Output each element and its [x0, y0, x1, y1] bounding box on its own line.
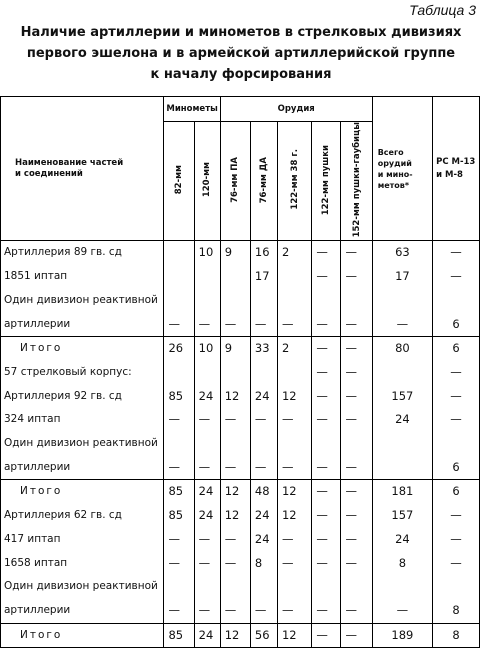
cell-total: [372, 456, 432, 480]
cell-76mm-pa: —: [220, 599, 250, 623]
cell-122mm-guns: —: [312, 599, 341, 623]
cell-152mm-howitzers: —: [341, 528, 372, 552]
table-row-total: [1, 337, 480, 361]
cell-122mm-guns: [312, 575, 341, 599]
cell-76mm-pa: —: [220, 528, 250, 552]
header-total-line-2: орудий: [377, 158, 412, 168]
cell-76mm-da: 8: [250, 552, 277, 576]
cell-total: 63: [372, 241, 432, 265]
cell-total: 24: [372, 408, 432, 432]
header-row-top: [1, 97, 480, 122]
cell-unit-name: Итого: [1, 337, 164, 361]
header-col-152mm-howitzers: 152-мм пушки-гаубицы: [341, 122, 372, 241]
cell-rs: —: [433, 552, 480, 576]
cell-152mm-howitzers: [341, 575, 372, 599]
cell-122mm-38: —: [277, 528, 311, 552]
cell-unit-name: 1658 иптап: [1, 552, 164, 576]
cell-76mm-da: —: [250, 599, 277, 623]
cell-76mm-da: [250, 575, 277, 599]
cell-76mm-pa: —: [220, 456, 250, 480]
cell-rs: —: [433, 265, 480, 289]
cell-total: 157: [372, 385, 432, 409]
header-col-122mm-38: 122-мм 38 г.: [277, 122, 311, 241]
cell-120mm: 24: [194, 623, 220, 648]
cell-122mm-guns: [312, 289, 341, 313]
cell-76mm-da: 16: [250, 241, 277, 265]
cell-76mm-da: 24: [250, 385, 277, 409]
table-title: [0, 22, 482, 85]
header-col-76mm-pa: 76-мм ПА: [220, 122, 250, 241]
header-rs-cell: [433, 97, 480, 241]
cell-152mm-howitzers: —: [341, 623, 372, 648]
cell-82mm: [164, 361, 194, 385]
cell-76mm-da: —: [250, 313, 277, 337]
cell-82mm: —: [164, 456, 194, 480]
cell-122mm-38: 12: [277, 623, 311, 648]
cell-total: [372, 289, 432, 313]
cell-120mm: —: [194, 528, 220, 552]
cell-unit-name: Один дивизион реактивной: [1, 432, 164, 456]
table-row: [1, 552, 480, 576]
header-col-120mm: 120-мм: [194, 122, 220, 241]
table-row: [1, 575, 480, 599]
header-rs-line-1: РС М-13: [436, 156, 476, 167]
cell-total: 181: [372, 480, 432, 504]
cell-76mm-da: 24: [250, 528, 277, 552]
cell-76mm-pa: —: [220, 408, 250, 432]
cell-rs: —: [433, 408, 480, 432]
cell-unit-name: Артиллерия 92 гв. сд: [1, 385, 164, 409]
table-body: [1, 241, 480, 648]
cell-82mm: [164, 432, 194, 456]
cell-rs: 6: [433, 313, 480, 337]
cell-76mm-pa: [220, 289, 250, 313]
cell-total: [372, 432, 432, 456]
cell-rs: [433, 289, 480, 313]
table-row: [1, 361, 480, 385]
cell-122mm-38: [277, 265, 311, 289]
header-total-line-3: и мино-: [377, 169, 413, 179]
cell-unit-name: 417 иптап: [1, 528, 164, 552]
table-row: [1, 528, 480, 552]
table-row: [1, 265, 480, 289]
cell-122mm-38: —: [277, 456, 311, 480]
cell-82mm: [164, 575, 194, 599]
cell-rs: —: [433, 385, 480, 409]
cell-76mm-da: 17: [250, 265, 277, 289]
cell-152mm-howitzers: —: [341, 337, 372, 361]
cell-120mm: —: [194, 552, 220, 576]
cell-total: 80: [372, 337, 432, 361]
cell-120mm: —: [194, 408, 220, 432]
title-line-3: к началу форсирования: [150, 67, 332, 82]
cell-total: [372, 361, 432, 385]
cell-152mm-howitzers: —: [341, 265, 372, 289]
cell-152mm-howitzers: —: [341, 480, 372, 504]
cell-rs: —: [433, 528, 480, 552]
cell-rs: 6: [433, 337, 480, 361]
cell-120mm: —: [194, 456, 220, 480]
cell-122mm-guns: —: [312, 313, 341, 337]
cell-82mm: 26: [164, 337, 194, 361]
cell-122mm-guns: —: [312, 337, 341, 361]
table-row: [1, 241, 480, 265]
cell-total: —: [372, 599, 432, 623]
cell-82mm: [164, 241, 194, 265]
cell-rs: 8: [433, 623, 480, 648]
artillery-table: [0, 96, 480, 648]
cell-122mm-guns: —: [312, 265, 341, 289]
cell-152mm-howitzers: —: [341, 599, 372, 623]
cell-152mm-howitzers: —: [341, 241, 372, 265]
cell-120mm: 10: [194, 337, 220, 361]
table-row: [1, 385, 480, 409]
cell-122mm-guns: —: [312, 504, 341, 528]
title-line-2: первого эшелона и в армейской артиллерийской группе: [26, 46, 456, 61]
cell-76mm-pa: 12: [220, 385, 250, 409]
cell-rs: [433, 432, 480, 456]
cell-120mm: —: [194, 313, 220, 337]
header-total-line-4: метов*: [377, 180, 410, 190]
cell-unit-name: 57 стрелковый корпус:: [1, 361, 164, 385]
cell-122mm-38: [277, 432, 311, 456]
cell-120mm: 24: [194, 504, 220, 528]
cell-120mm: 24: [194, 385, 220, 409]
cell-82mm: 85: [164, 623, 194, 648]
cell-76mm-da: [250, 289, 277, 313]
cell-122mm-guns: —: [312, 241, 341, 265]
cell-76mm-pa: —: [220, 313, 250, 337]
cell-82mm: 85: [164, 504, 194, 528]
cell-rs: [433, 575, 480, 599]
cell-82mm: —: [164, 552, 194, 576]
cell-82mm: [164, 289, 194, 313]
cell-76mm-da: —: [250, 408, 277, 432]
cell-122mm-guns: —: [312, 408, 341, 432]
cell-unit-name: Один дивизион реактивной: [1, 575, 164, 599]
table-row: [1, 313, 480, 337]
cell-rs: 6: [433, 456, 480, 480]
cell-152mm-howitzers: [341, 289, 372, 313]
cell-120mm: [194, 575, 220, 599]
cell-120mm: [194, 361, 220, 385]
cell-total: 189: [372, 623, 432, 648]
header-name-cell: [1, 97, 164, 241]
cell-82mm: —: [164, 313, 194, 337]
cell-76mm-pa: 9: [220, 241, 250, 265]
cell-120mm: 10: [194, 241, 220, 265]
table-row: [1, 504, 480, 528]
cell-76mm-da: 48: [250, 480, 277, 504]
cell-76mm-pa: —: [220, 552, 250, 576]
cell-82mm: —: [164, 599, 194, 623]
cell-unit-name: 1851 иптап: [1, 265, 164, 289]
cell-76mm-da: [250, 361, 277, 385]
cell-rs: —: [433, 241, 480, 265]
cell-122mm-38: 2: [277, 337, 311, 361]
header-name-line-1: Наименование частей: [15, 157, 124, 168]
cell-152mm-howitzers: —: [341, 552, 372, 576]
cell-120mm: 24: [194, 480, 220, 504]
cell-152mm-howitzers: —: [341, 504, 372, 528]
cell-122mm-38: 2: [277, 241, 311, 265]
cell-unit-name: артиллерии: [1, 313, 164, 337]
cell-122mm-guns: —: [312, 361, 341, 385]
cell-total: —: [372, 313, 432, 337]
cell-120mm: [194, 289, 220, 313]
cell-rs: —: [433, 361, 480, 385]
cell-122mm-38: —: [277, 599, 311, 623]
cell-122mm-guns: —: [312, 623, 341, 648]
header-total-cell: [372, 97, 432, 241]
cell-76mm-da: 33: [250, 337, 277, 361]
header-rs-line-2: и М-8: [436, 169, 463, 180]
header-col-82mm: 82-мм: [164, 122, 194, 241]
cell-122mm-38: [277, 361, 311, 385]
cell-total: 24: [372, 528, 432, 552]
cell-82mm: —: [164, 528, 194, 552]
cell-120mm: —: [194, 599, 220, 623]
cell-82mm: 85: [164, 385, 194, 409]
cell-unit-name: Итого: [1, 480, 164, 504]
cell-122mm-38: —: [277, 552, 311, 576]
header-total-line-1: Всего: [377, 147, 404, 157]
cell-152mm-howitzers: —: [341, 456, 372, 480]
header-col-76mm-da: 76-мм ДА: [250, 122, 277, 241]
cell-unit-name: Артиллерия 89 гв. сд: [1, 241, 164, 265]
cell-122mm-38: [277, 575, 311, 599]
cell-122mm-guns: —: [312, 528, 341, 552]
cell-152mm-howitzers: —: [341, 408, 372, 432]
title-line-1: Наличие артиллерии и минометов в стрелковых дивизиях: [20, 25, 462, 40]
cell-total: [372, 575, 432, 599]
cell-122mm-38: —: [277, 313, 311, 337]
header-guns: Орудия: [220, 97, 372, 122]
cell-82mm: [164, 265, 194, 289]
table-row-total: [1, 480, 480, 504]
cell-unit-name: Один дивизион реактивной: [1, 289, 164, 313]
cell-total: 157: [372, 504, 432, 528]
cell-unit-name: артиллерии: [1, 599, 164, 623]
cell-122mm-guns: —: [312, 552, 341, 576]
header-col-122mm-guns: 122-мм пушки: [312, 122, 341, 241]
cell-82mm: 85: [164, 480, 194, 504]
cell-unit-name: Артиллерия 62 гв. сд: [1, 504, 164, 528]
cell-152mm-howitzers: —: [341, 361, 372, 385]
cell-122mm-38: 12: [277, 504, 311, 528]
table-number: Таблица 3: [409, 2, 476, 18]
cell-122mm-guns: —: [312, 480, 341, 504]
cell-76mm-pa: 9: [220, 337, 250, 361]
cell-total: 8: [372, 552, 432, 576]
table-row: [1, 289, 480, 313]
cell-76mm-da: 56: [250, 623, 277, 648]
cell-76mm-pa: [220, 575, 250, 599]
cell-122mm-guns: —: [312, 385, 341, 409]
cell-122mm-guns: [312, 432, 341, 456]
table-row: [1, 599, 480, 623]
cell-122mm-guns: —: [312, 456, 341, 480]
cell-76mm-da: —: [250, 456, 277, 480]
header-mortars: Минометы: [164, 97, 220, 122]
cell-total: 17: [372, 265, 432, 289]
cell-rs: —: [433, 504, 480, 528]
cell-76mm-pa: [220, 265, 250, 289]
cell-76mm-pa: [220, 361, 250, 385]
cell-152mm-howitzers: [341, 432, 372, 456]
table-row: [1, 408, 480, 432]
cell-unit-name: артиллерии: [1, 456, 164, 480]
cell-120mm: [194, 432, 220, 456]
cell-122mm-38: 12: [277, 385, 311, 409]
cell-122mm-38: —: [277, 408, 311, 432]
cell-82mm: —: [164, 408, 194, 432]
cell-152mm-howitzers: —: [341, 385, 372, 409]
cell-122mm-38: 12: [277, 480, 311, 504]
cell-rs: 6: [433, 480, 480, 504]
header-name-line-2: и соединений: [15, 168, 83, 179]
cell-unit-name: Итого: [1, 623, 164, 648]
cell-76mm-pa: 12: [220, 480, 250, 504]
table-row-total: [1, 623, 480, 648]
cell-152mm-howitzers: —: [341, 313, 372, 337]
cell-76mm-da: 24: [250, 504, 277, 528]
cell-122mm-38: [277, 289, 311, 313]
table-row: [1, 432, 480, 456]
cell-76mm-da: [250, 432, 277, 456]
cell-76mm-pa: 12: [220, 504, 250, 528]
cell-120mm: [194, 265, 220, 289]
cell-rs: 8: [433, 599, 480, 623]
table-row: [1, 456, 480, 480]
cell-76mm-pa: [220, 432, 250, 456]
cell-unit-name: 324 иптап: [1, 408, 164, 432]
cell-76mm-pa: 12: [220, 623, 250, 648]
